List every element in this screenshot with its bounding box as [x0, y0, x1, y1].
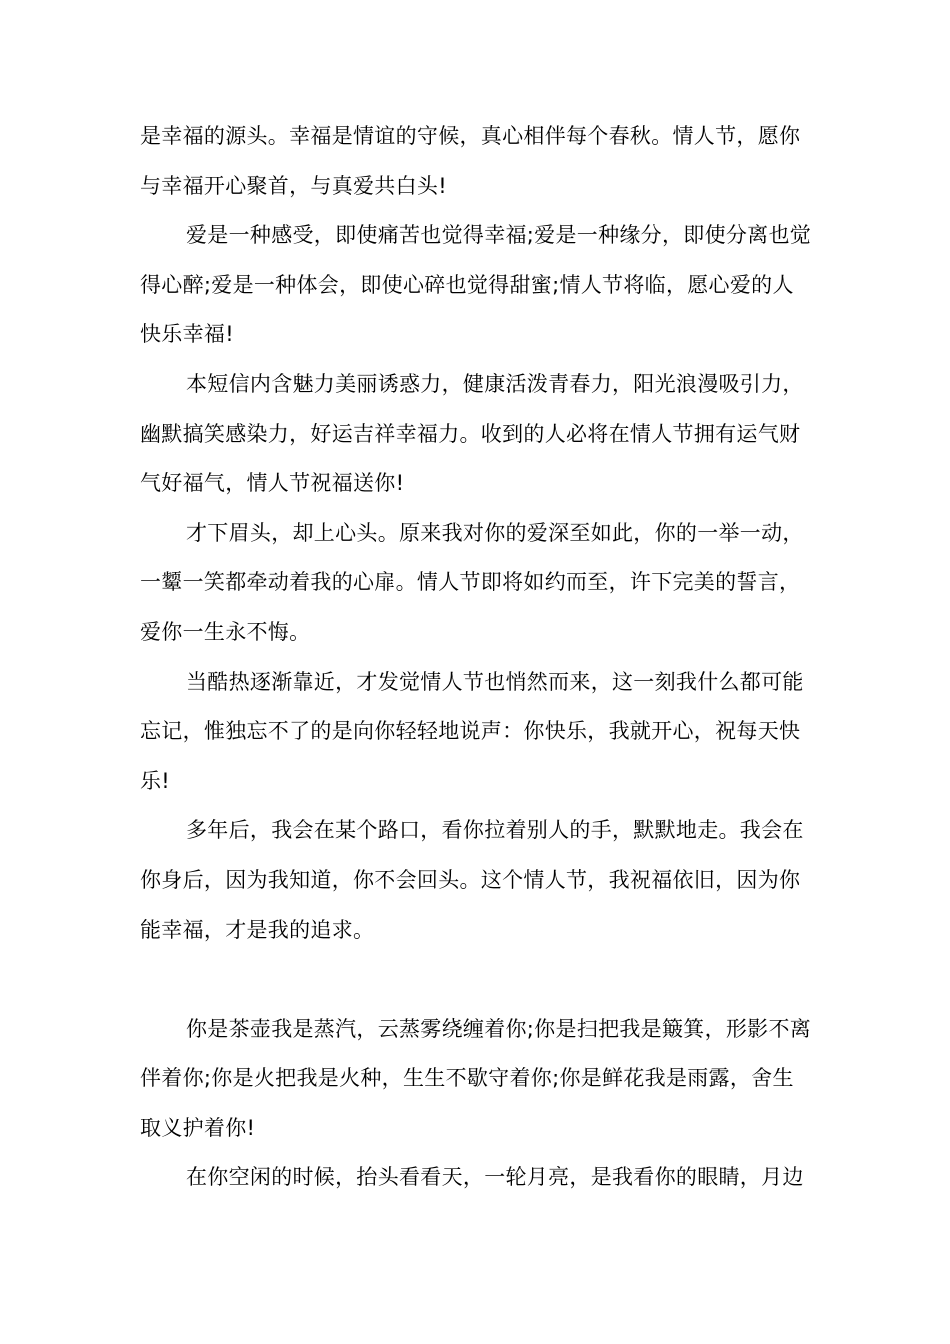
- text-line: 幽默搞笑感染力，好运吉祥幸福力。收到的人必将在情人节拥有运气财: [140, 421, 801, 446]
- text-line: 快乐幸福!: [140, 322, 234, 347]
- paragraph-first-line: 你是茶壶我是蒸汽，云蒸雾绕缠着你;你是扫把我是簸箕，形影不离: [186, 1016, 812, 1041]
- document-body: [140, 112, 830, 1203]
- paragraph-first-line: 当酷热逐渐靠近，才发觉情人节也悄然而来，这一刻我什么都可能: [186, 669, 804, 694]
- text-line: 伴着你;你是火把我是火种，生生不歇守着你;你是鲜花我是雨露，舍生: [140, 1066, 794, 1091]
- text-line: 取义护着你!: [140, 1115, 256, 1140]
- text-line: 能幸福，才是我的追求。: [140, 917, 375, 942]
- text-line: 得心醉;爱是一种体会，即使心碎也觉得甜蜜;情人节将临，愿心爱的人: [140, 272, 794, 297]
- text-line: 你身后，因为我知道，你不会回头。这个情人节，我祝福依旧，因为你: [140, 867, 801, 892]
- text-line: 是幸福的源头。幸福是情谊的守候，真心相伴每个春秋。情人节，愿你: [140, 124, 801, 148]
- text-line: 爱你一生永不悔。: [140, 619, 311, 644]
- paragraph-first-line: 才下眉头，却上心头。原来我对你的爱深至如此，你的一举一动，: [186, 520, 804, 545]
- paragraph-first-line: 多年后，我会在某个路口，看你拉着别人的手，默默地走。我会在: [186, 818, 804, 843]
- text-line: 气好福气，情人节祝福送你!: [140, 471, 405, 496]
- text-line: 忘记，惟独忘不了的是向你轻轻地说声：你快乐，我就开心，祝每天快: [140, 719, 801, 744]
- paragraph-first-line: 在你空闲的时候，抬头看看天，一轮月亮，是我看你的眼睛，月边: [186, 1165, 804, 1190]
- text-line: 乐!: [140, 768, 171, 793]
- text-line: 一颦一笑都牵动着我的心扉。情人节即将如约而至，许下完美的誓言，: [140, 570, 801, 595]
- paragraph-first-line: 爱是一种感受，即使痛苦也觉得幸福;爱是一种缘分，即使分离也觉: [186, 223, 812, 248]
- text-line: 与幸福开心聚首，与真爱共白头!: [140, 173, 447, 198]
- paragraph-gap: [140, 955, 830, 1005]
- paragraph-first-line: 本短信内含魅力美丽诱惑力，健康活泼青春力，阳光浪漫吸引力，: [186, 371, 804, 396]
